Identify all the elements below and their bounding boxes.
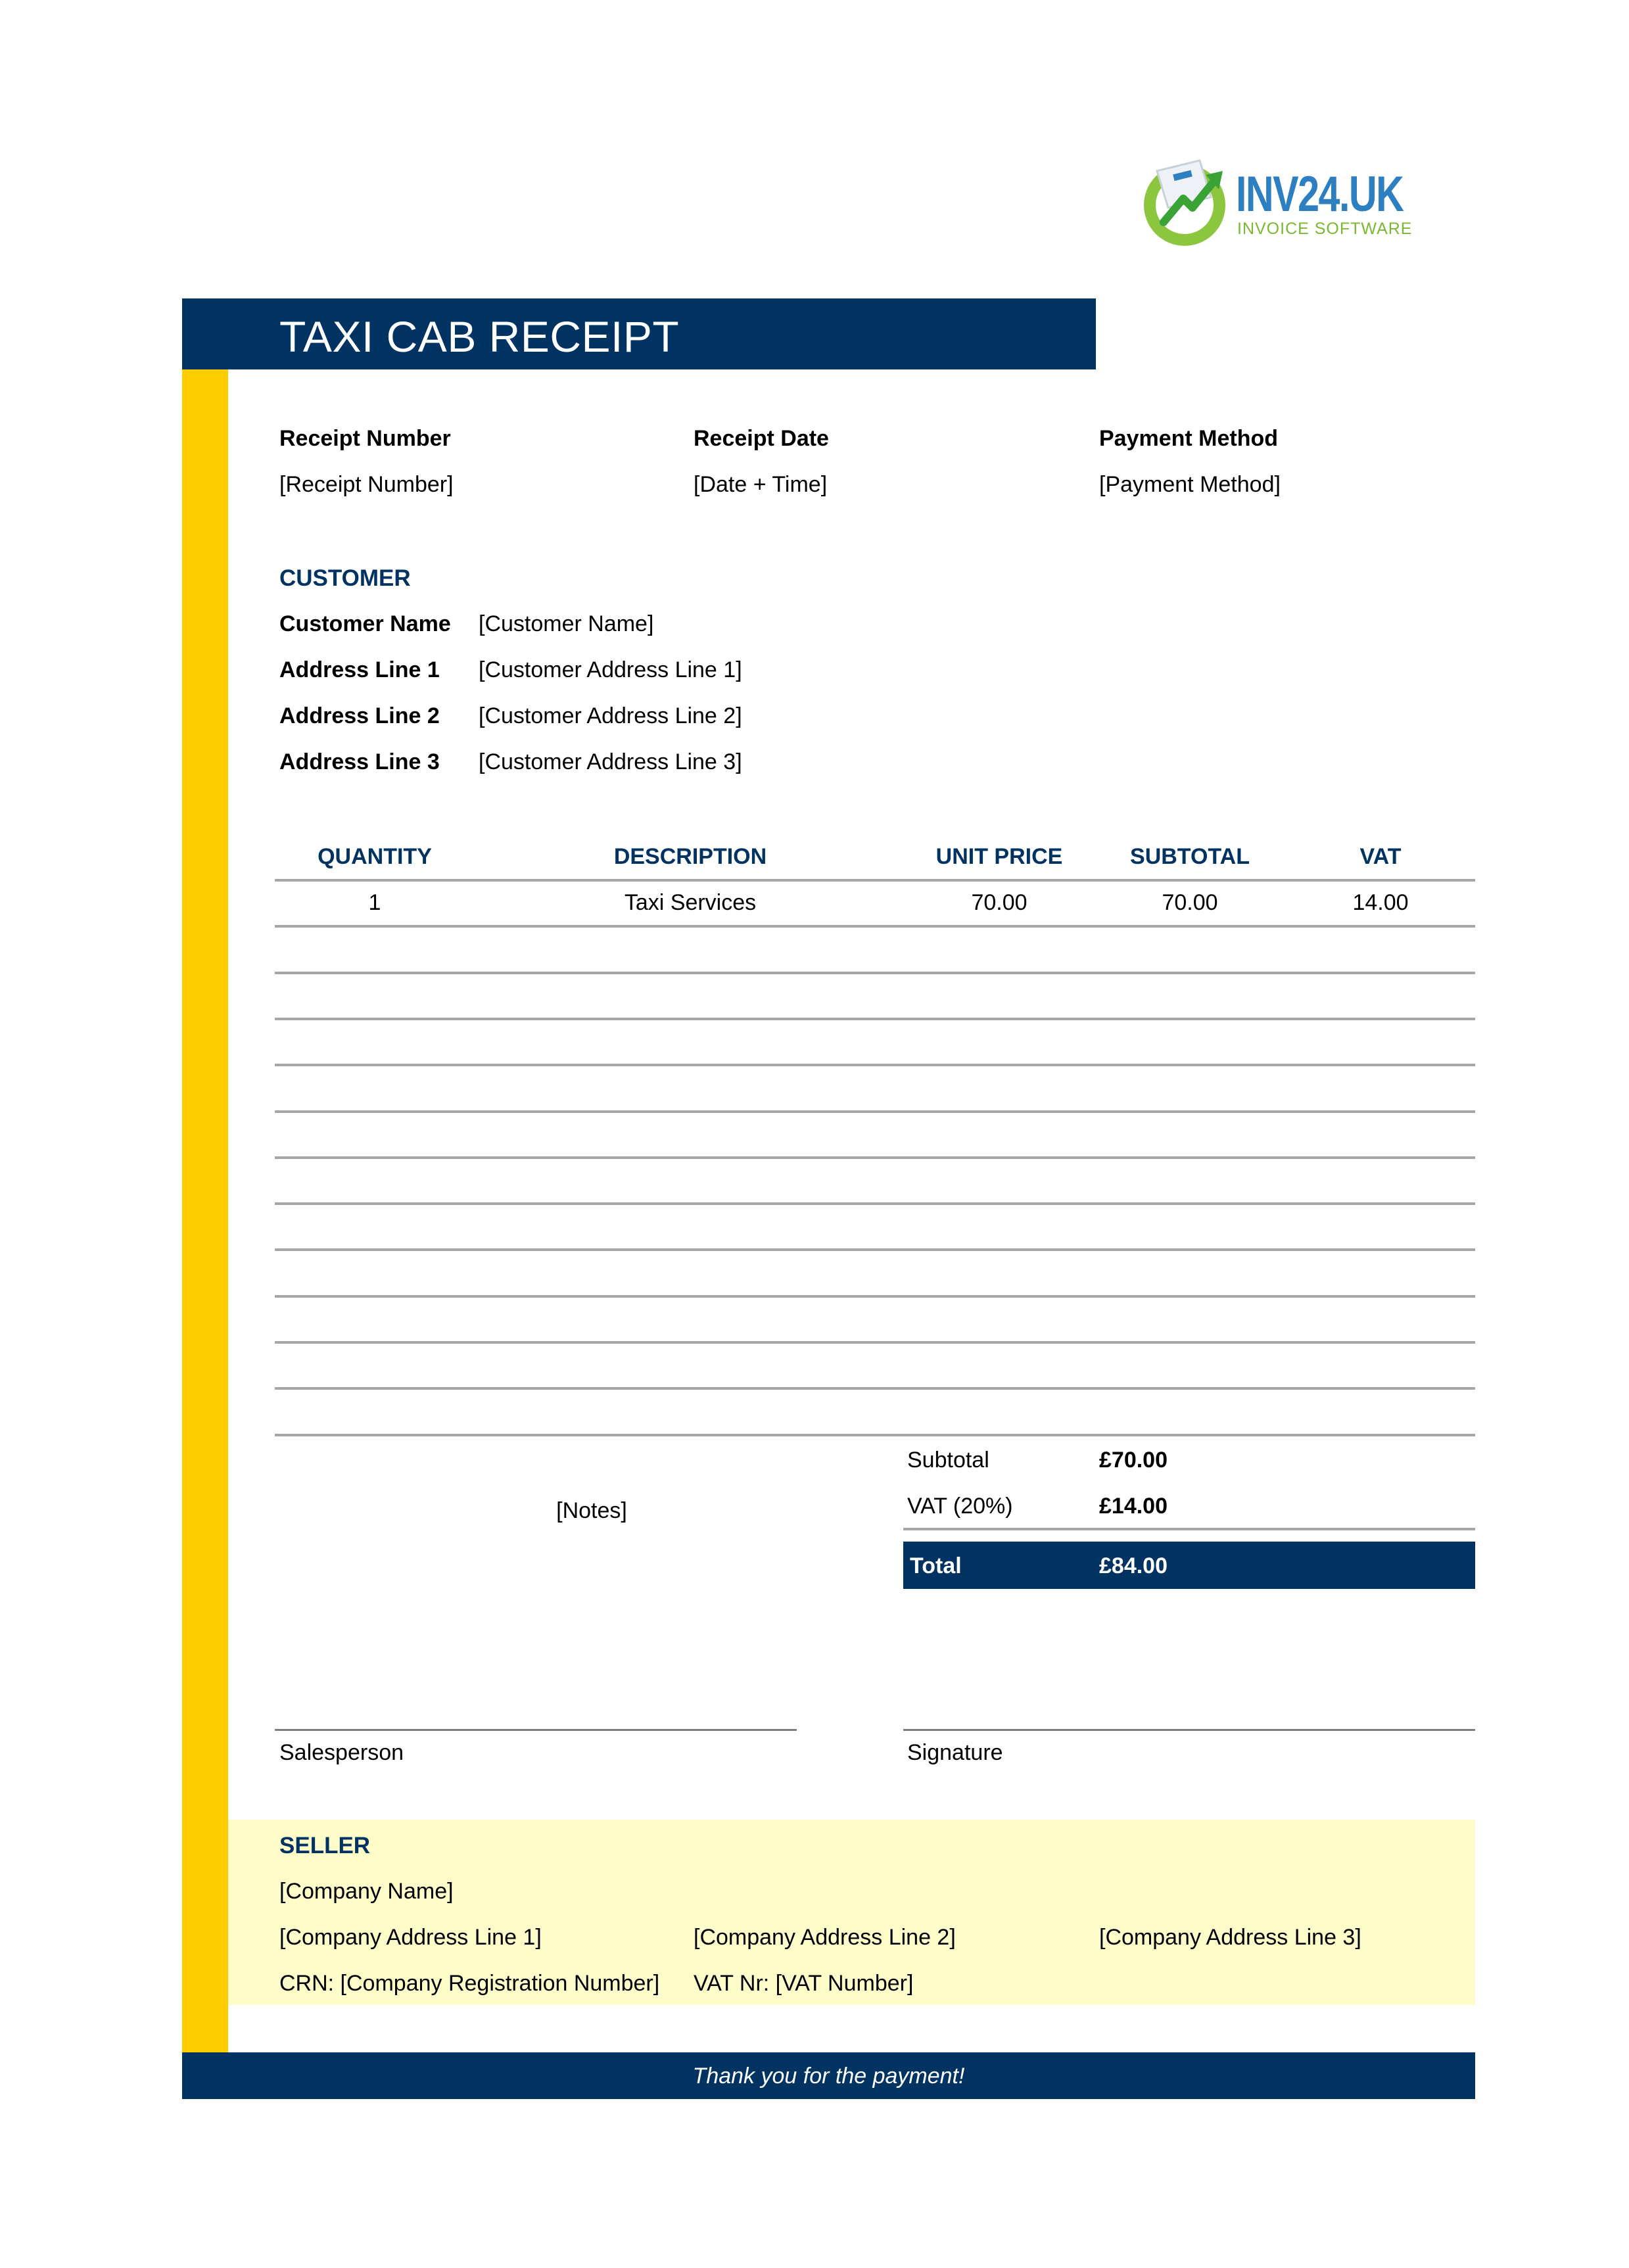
- table-cell-quantity: 1: [368, 890, 381, 915]
- table-cell-unit-price: 70.00: [971, 890, 1027, 915]
- table-row-line: [275, 1110, 1475, 1113]
- address-line-3-value: [Customer Address Line 3]: [479, 749, 742, 774]
- address-line-1-value: [Customer Address Line 1]: [479, 657, 742, 682]
- table-row-line: [275, 1434, 1475, 1436]
- table-row-line: [275, 1387, 1475, 1390]
- column-header-unit-price: UNIT PRICE: [935, 844, 1063, 869]
- company-name: [Company Name]: [279, 1879, 454, 1904]
- vat-value: £14.00: [1099, 1494, 1168, 1519]
- company-address-line-1: [Company Address Line 1]: [279, 1925, 542, 1950]
- signature-label: Signature: [907, 1740, 1003, 1765]
- seller-heading: SELLER: [279, 1833, 371, 1858]
- table-row-line: [275, 1248, 1475, 1251]
- table-row-line: [275, 1295, 1475, 1298]
- receipt-number-label: Receipt Number: [279, 426, 451, 451]
- payment-method-value: [Payment Method]: [1099, 472, 1281, 497]
- logo-brand-text: INV24.UK: [1236, 166, 1404, 222]
- total-bar: [903, 1542, 1475, 1589]
- table-cell-description: Taxi Services: [624, 890, 757, 915]
- customer-heading: CUSTOMER: [279, 565, 411, 591]
- address-line-2-label: Address Line 2: [279, 703, 440, 728]
- totals-divider: [903, 1528, 1475, 1530]
- notes-text: [Notes]: [556, 1498, 627, 1523]
- table-row-line: [275, 879, 1475, 882]
- footer-bar: [182, 2052, 1475, 2099]
- side-accent-bar: [182, 369, 228, 2054]
- table-cell-vat: 14.00: [1352, 890, 1409, 915]
- table-row-line: [275, 1064, 1475, 1066]
- subtotal-value: £70.00: [1099, 1448, 1168, 1473]
- total-label: Total: [910, 1553, 962, 1578]
- address-line-1-label: Address Line 1: [279, 657, 440, 682]
- vat-label: VAT (20%): [907, 1494, 1013, 1519]
- table-row-line: [275, 1202, 1475, 1205]
- total-value: £84.00: [1099, 1553, 1168, 1578]
- company-address-line-3: [Company Address Line 3]: [1099, 1925, 1361, 1950]
- signature-line: [903, 1729, 1475, 1731]
- title-bar: [182, 298, 1096, 369]
- column-header-description: DESCRIPTION: [613, 844, 767, 869]
- table-row-line: [275, 1018, 1475, 1020]
- salesperson-line: [275, 1729, 797, 1731]
- subtotal-label: Subtotal: [907, 1448, 989, 1473]
- column-header-quantity: QUANTITY: [318, 844, 432, 869]
- table-row-line: [275, 925, 1475, 928]
- receipt-number-value: [Receipt Number]: [279, 472, 454, 497]
- table-cell-subtotal: 70.00: [1162, 890, 1218, 915]
- table-row-line: [275, 972, 1475, 974]
- table-row-line: [275, 1156, 1475, 1159]
- logo-tagline: INVOICE SOFTWARE: [1237, 220, 1413, 238]
- customer-name-label: Customer Name: [279, 611, 451, 636]
- customer-name-value: [Customer Name]: [479, 611, 654, 636]
- payment-method-label: Payment Method: [1099, 426, 1279, 451]
- table-row-line: [275, 1341, 1475, 1344]
- address-line-2-value: [Customer Address Line 2]: [479, 703, 742, 728]
- receipt-date-label: Receipt Date: [694, 426, 829, 451]
- vat-number: VAT Nr: [VAT Number]: [694, 1971, 914, 1996]
- column-header-subtotal: SUBTOTAL: [1130, 844, 1250, 869]
- salesperson-label: Salesperson: [279, 1740, 404, 1765]
- company-registration-number: CRN: [Company Registration Number]: [279, 1971, 660, 1996]
- company-address-line-2: [Company Address Line 2]: [694, 1925, 956, 1950]
- address-line-3-label: Address Line 3: [279, 749, 440, 774]
- logo-mark-icon: [1137, 151, 1236, 250]
- company-logo: [1137, 151, 1427, 250]
- column-header-vat: VAT: [1359, 844, 1402, 869]
- receipt-date-value: [Date + Time]: [694, 472, 828, 497]
- footer-message: Thank you for the payment!: [692, 2064, 965, 2089]
- document-title: TAXI CAB RECEIPT: [279, 312, 680, 361]
